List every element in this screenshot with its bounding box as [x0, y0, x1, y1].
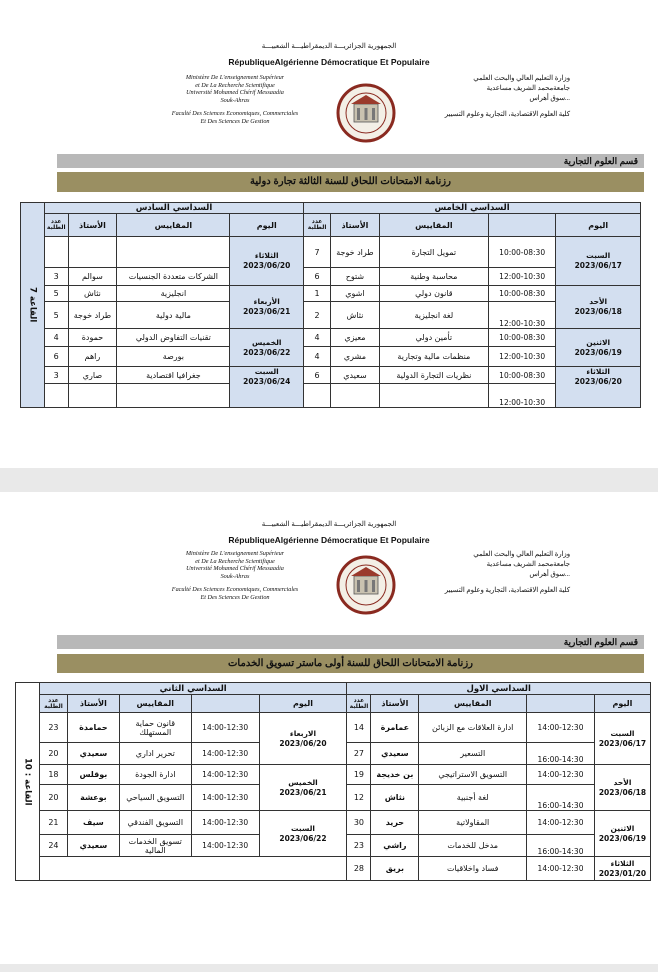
- empty-cell: [39, 857, 346, 881]
- cell-count: 18: [39, 765, 67, 785]
- semester-one-header: السداسي الاول: [347, 683, 651, 695]
- cell-module: لغة انجليزية: [379, 302, 488, 329]
- day-cell: الاثنين 2023/06/19: [594, 811, 650, 857]
- cell-count: 5: [44, 302, 68, 329]
- module-header: المقاييس: [379, 214, 488, 237]
- cell-prof: بوعشة: [67, 785, 119, 811]
- cell-module: [117, 237, 230, 268]
- document-page-1: [0, 0, 658, 468]
- day-cell: الخميس 2023/06/22: [230, 329, 304, 367]
- cell-count: 24: [39, 835, 67, 857]
- student-count-header: عدد الطلبة: [304, 214, 331, 237]
- cell-prof: سعيدي: [371, 743, 419, 765]
- ministry-line: Ministère De L'enseignement Supérieur: [185, 550, 285, 557]
- cell-time: 14:00-12:30: [191, 835, 259, 857]
- cell-time: 12:00-10:30: [488, 302, 555, 329]
- cell-module: لغة أجنبية: [419, 785, 527, 811]
- cell-time: 14:00-12:30: [527, 811, 595, 835]
- cell-count: 3: [44, 268, 68, 286]
- university-logo: [335, 554, 397, 616]
- hall-label: القاعة : 10: [16, 683, 40, 881]
- ministry-line: et De La Recherche Scientifique: [195, 81, 275, 89]
- cell-time: 14:00-12:30: [191, 713, 259, 743]
- cell-prof: عمامرة: [371, 713, 419, 743]
- cell-time: 16:00-14:30: [527, 835, 595, 857]
- professor-header: الأستاذ: [68, 214, 117, 237]
- department-banner: قسم العلوم التجارية: [57, 635, 644, 649]
- time-header: [191, 695, 259, 713]
- document-page-2: [0, 492, 658, 964]
- cell-count: 30: [347, 811, 371, 835]
- cell-prof: اشوي: [331, 286, 380, 302]
- module-header: المقاييس: [117, 214, 230, 237]
- cell-prof: [68, 384, 117, 408]
- cell-module: نظريات التجارة الدولية: [379, 367, 488, 384]
- ministry-line-ar: وزارة التعليم العالي والبحث العلمي: [473, 75, 570, 82]
- day-cell: الأربعاء 2023/06/21: [230, 286, 304, 329]
- cell-prof: سعيدي: [331, 367, 380, 384]
- day-cell: الخميس 2023/06/21: [259, 765, 347, 811]
- cell-module: انجليزية: [117, 286, 230, 302]
- cell-prof: مشري: [331, 347, 380, 367]
- cell-module: الشركات متعددة الجنسيات: [117, 268, 230, 286]
- cell-time: 12:00-10:30: [488, 347, 555, 367]
- cell-time: 14:00-12:30: [191, 765, 259, 785]
- cell-prof: حريد: [371, 811, 419, 835]
- cell-module: مدخل للخدمات: [419, 835, 527, 857]
- republic-french: RépubliqueAlgérienne Démocratique Et Populaire: [228, 535, 430, 545]
- cell-prof: نثاش: [331, 302, 380, 329]
- cell-prof: بن خديجة: [371, 765, 419, 785]
- cell-module: التسويق السياحي: [119, 785, 191, 811]
- cell-count: [44, 237, 68, 268]
- hall-label: القاعة 7: [21, 203, 45, 408]
- day-cell: الثلاثاء 2023/06/20: [556, 367, 641, 408]
- republic-arabic: الجمهورية الجزائريـــة الديمقراطيـــة الشعبيـــة: [261, 42, 397, 50]
- university-line: Université Mohamed Chérif Messaadia: [186, 565, 284, 573]
- ministry-line: Ministère De L'enseignement Supérieur: [185, 74, 285, 81]
- day-cell: السبت 2023/06/22: [259, 811, 347, 857]
- cell-count: [304, 384, 331, 408]
- cell-count: 12: [347, 785, 371, 811]
- student-count-header: عدد الطلبة: [347, 695, 371, 713]
- ministry-line-ar: وزارة التعليم العالي والبحث العلمي: [473, 551, 570, 558]
- cell-prof: نثاش: [68, 286, 117, 302]
- professor-header: الأستاذ: [371, 695, 419, 713]
- cell-count: 3: [44, 367, 68, 384]
- faculty-line: Et Des Sciences De Gestion: [200, 117, 270, 125]
- cell-module: تقنيات التفاوض الدولي: [117, 329, 230, 347]
- day-header: اليوم: [556, 214, 641, 237]
- cell-time: 12:00-10:30: [488, 268, 555, 286]
- ministry-line: et De La Recherche Scientifique: [195, 557, 275, 565]
- time-header: [527, 695, 595, 713]
- cell-time: 10:00-08:30: [488, 286, 555, 302]
- cell-module: محاسبة وطنية: [379, 268, 488, 286]
- cell-count: 6: [44, 347, 68, 367]
- cell-module: تمويل التجارة: [379, 237, 488, 268]
- university-line-ar: جامعةمحمد الشريف مساعدية: [486, 85, 570, 92]
- exam-title-banner: رزنامة الامتحانات اللحاق للسنة أولى ماستر تسويق الخدمات: [57, 654, 644, 673]
- cell-prof: بوقلس: [67, 765, 119, 785]
- cell-time: 14:00-12:30: [527, 713, 595, 743]
- cell-module: فساد واخلاقيات: [419, 857, 527, 881]
- day-cell: السبت 2023/06/24: [230, 367, 304, 408]
- cell-prof: معيزي: [331, 329, 380, 347]
- cell-count: 27: [347, 743, 371, 765]
- cell-module: قانون حماية المستهلك: [119, 713, 191, 743]
- header-left-block: [150, 74, 320, 126]
- module-header: المقاييس: [419, 695, 527, 713]
- day-header: اليوم: [259, 695, 347, 713]
- cell-count: 2: [304, 302, 331, 329]
- professor-header: الأستاذ: [331, 214, 380, 237]
- student-count-header: عدد الطلبة: [39, 695, 67, 713]
- cell-time: 14:00-12:30: [191, 743, 259, 765]
- cell-count: 14: [347, 713, 371, 743]
- cell-count: 23: [347, 835, 371, 857]
- faculty-line: Et Des Sciences De Gestion: [200, 593, 270, 601]
- cell-count: 5: [44, 286, 68, 302]
- professor-header: الأستاذ: [67, 695, 119, 713]
- cell-count: 19: [347, 765, 371, 785]
- cell-prof: راشي: [371, 835, 419, 857]
- cell-prof: نثاش: [371, 785, 419, 811]
- cell-time: 10:00-08:30: [488, 367, 555, 384]
- cell-module: تسويق الخدمات المالية: [119, 835, 191, 857]
- cell-prof: شتوح: [331, 268, 380, 286]
- cell-time: 12:00-10:30: [488, 384, 555, 408]
- student-count-header: عدد الطلبة: [44, 214, 68, 237]
- semester-six-header: السداسي السادس: [44, 203, 303, 214]
- faculty-line-ar: كلية العلوم الاقتصادية، التجارية وعلوم التسيير: [444, 111, 570, 118]
- cell-module: التسويق الاستراتيجي: [419, 765, 527, 785]
- cell-module: [117, 384, 230, 408]
- cell-time: 14:00-12:30: [527, 857, 595, 881]
- cell-time: 16:00-14:30: [527, 743, 595, 765]
- cell-module: مالية دولية: [117, 302, 230, 329]
- cell-prof: طراد خوجة: [331, 237, 380, 268]
- cell-prof: بريق: [371, 857, 419, 881]
- faculty-line: Faculté Des Sciences Economiques, Commerciales: [171, 586, 299, 594]
- module-header: المقاييس: [119, 695, 191, 713]
- day-cell: السبت 2023/06/17: [556, 237, 641, 286]
- day-cell: الثلاثاء 2023/06/20: [230, 237, 304, 286]
- cell-count: 20: [39, 743, 67, 765]
- cell-module: المقاولاتية: [419, 811, 527, 835]
- cell-module: التسويق الفندقي: [119, 811, 191, 835]
- cell-count: 28: [347, 857, 371, 881]
- cell-time: 16:00-14:30: [527, 785, 595, 811]
- cell-prof: سيف: [67, 811, 119, 835]
- day-cell: الاربعاء 2023/06/20: [259, 713, 347, 765]
- cell-count: [44, 384, 68, 408]
- university-line-ar: جامعةمحمد الشريف مساعدية: [486, 561, 570, 568]
- cell-module: تحرير اداري: [119, 743, 191, 765]
- cell-module: جغرافيا اقتصادية: [117, 367, 230, 384]
- semester-two-header: السداسي الثاني: [39, 683, 346, 695]
- department-banner: قسم العلوم التجارية: [57, 154, 644, 168]
- cell-count: 6: [304, 367, 331, 384]
- university-line: Université Mohamed Chérif Messaadia: [186, 89, 284, 97]
- cell-module: منظمات مالية وتجارية: [379, 347, 488, 367]
- header-right-block: [410, 74, 570, 120]
- cell-count: 1: [304, 286, 331, 302]
- exam-schedule-table-2: [15, 682, 651, 881]
- cell-count: 7: [304, 237, 331, 268]
- cell-prof: سعيدي: [67, 743, 119, 765]
- cell-count: 23: [39, 713, 67, 743]
- cell-time: 10:00-08:30: [488, 237, 555, 268]
- faculty-line: Faculté Des Sciences Economiques, Commerciales: [171, 110, 299, 118]
- cell-prof: راهم: [68, 347, 117, 367]
- cell-count: 4: [304, 347, 331, 367]
- day-cell: السبت 2023/06/17: [594, 713, 650, 765]
- cell-count: 4: [44, 329, 68, 347]
- cell-prof: حمودة: [68, 329, 117, 347]
- cell-prof: طراد خوجة: [68, 302, 117, 329]
- cell-prof: حمامدة: [67, 713, 119, 743]
- cell-prof: سعيدي: [67, 835, 119, 857]
- day-cell: الثلاثاء 2023/01/20: [594, 857, 650, 881]
- exam-title-banner: رزنامة الامتحانات اللحاق للسنة الثالثة تجارة دولية: [57, 172, 644, 192]
- day-cell: الأحد 2023/06/18: [556, 286, 641, 329]
- day-cell: الأحد 2023/06/18: [594, 765, 650, 811]
- cell-module: تأمين دولي: [379, 329, 488, 347]
- cell-count: 6: [304, 268, 331, 286]
- time-header: [488, 214, 555, 237]
- republic-arabic: الجمهورية الجزائريـــة الديمقراطيـــة الشعبيـــة: [261, 520, 397, 528]
- cell-time: 14:00-12:30: [191, 785, 259, 811]
- cell-module: التسعير: [419, 743, 527, 765]
- cell-prof: سوالم: [68, 268, 117, 286]
- cell-prof: [331, 384, 380, 408]
- semester-five-header: السداسي الخامس: [304, 203, 641, 214]
- cell-time: 10:00-08:30: [488, 329, 555, 347]
- exam-schedule-table-1: [20, 202, 641, 408]
- city-line: Souk-Ahras: [220, 96, 250, 104]
- city-line: Souk-Ahras: [220, 572, 250, 580]
- university-logo: [335, 82, 397, 144]
- day-header: اليوم: [594, 695, 650, 713]
- cell-module: ادارة الجودة: [119, 765, 191, 785]
- cell-count: 21: [39, 811, 67, 835]
- cell-time: 14:00-12:30: [191, 811, 259, 835]
- cell-module: قانون دولي: [379, 286, 488, 302]
- header-right-block: [410, 550, 570, 596]
- cell-prof: [68, 237, 117, 268]
- city-line-ar: ...سوق أهراس: [529, 95, 570, 102]
- republic-french: RépubliqueAlgérienne Démocratique Et Populaire: [228, 57, 430, 67]
- city-line-ar: ...سوق أهراس: [529, 571, 570, 578]
- cell-count: 4: [304, 329, 331, 347]
- faculty-line-ar: كلية العلوم الاقتصادية، التجارية وعلوم التسيير: [444, 587, 570, 594]
- day-header: اليوم: [230, 214, 304, 237]
- cell-time: 14:00-12:30: [527, 765, 595, 785]
- cell-prof: صاري: [68, 367, 117, 384]
- cell-module: ادارة العلاقات مع الزبائن: [419, 713, 527, 743]
- day-cell: الاثنين 2023/06/19: [556, 329, 641, 367]
- header-left-block: [150, 550, 320, 602]
- cell-module: بورصة: [117, 347, 230, 367]
- cell-count: 20: [39, 785, 67, 811]
- cell-module: [379, 384, 488, 408]
